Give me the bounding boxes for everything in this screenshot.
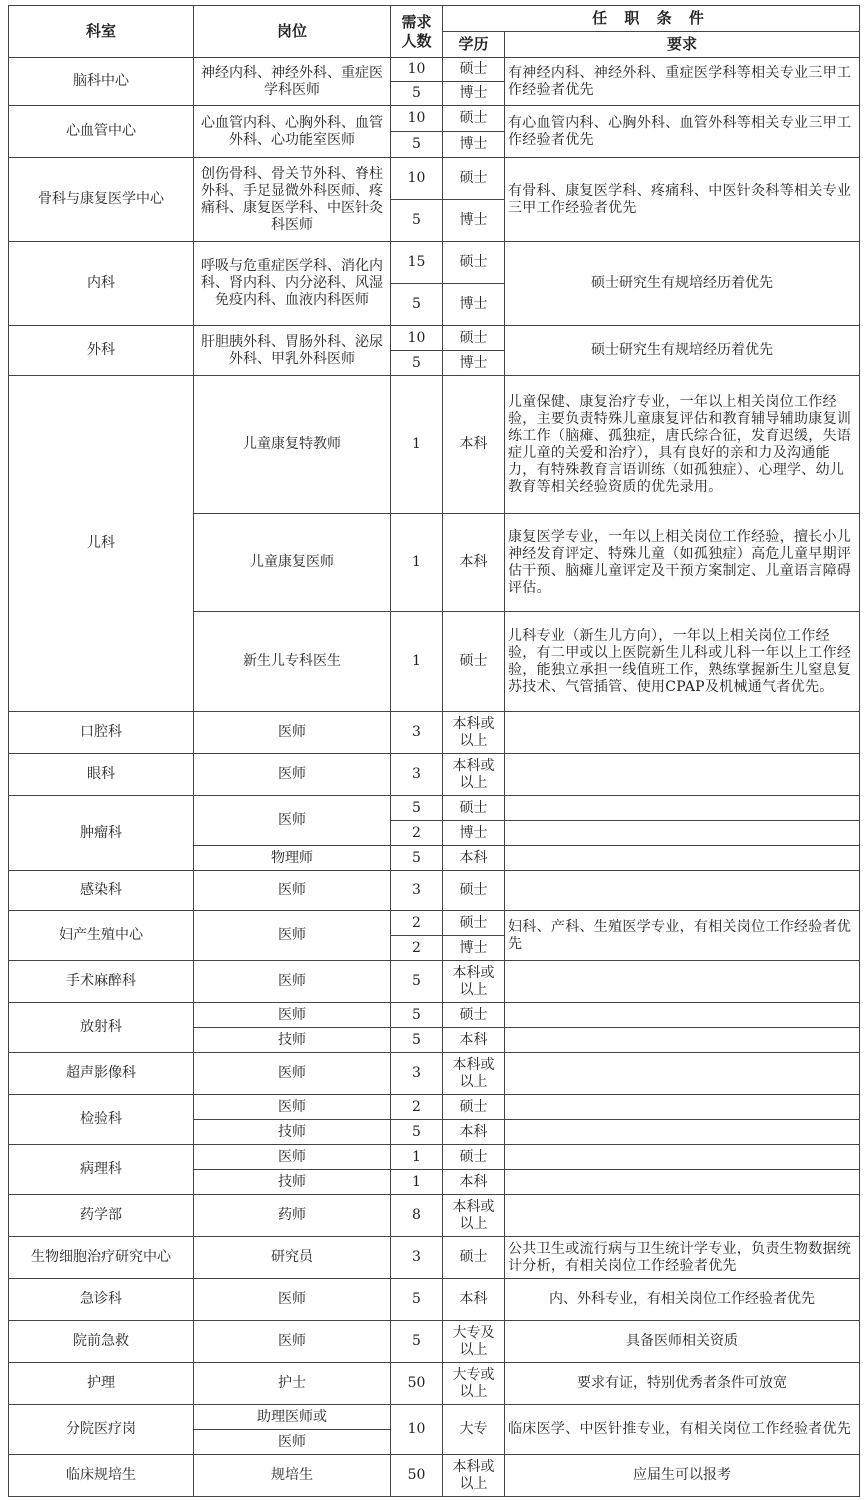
table-cell: 5: [391, 1321, 443, 1363]
table-cell: 物理师: [194, 846, 391, 871]
table-cell: [505, 1195, 860, 1237]
table-cell: 本科: [443, 846, 505, 871]
table-cell: 医师: [194, 1053, 391, 1095]
table-cell: 应届生可以报考: [505, 1455, 860, 1497]
table-cell: 康复医学专业，一年以上相关岗位工作经验，擅长小儿神经发育评定、特殊儿童（如孤独症）高危儿童早期评估干预、脑瘫儿童评定及干预方案制定、儿童语言障碍评估。: [505, 514, 860, 612]
table-cell: 医师: [194, 796, 391, 846]
table-cell: 眼科: [9, 754, 194, 796]
table-row: [9, 1405, 860, 1430]
table-cell: 有骨科、康复医学科、疼痛科、中医针灸科等相关专业三甲工作经验者优先: [505, 158, 860, 242]
table-cell: 10: [391, 1405, 443, 1455]
table-row: [9, 376, 860, 514]
table-cell: 医师: [194, 1430, 391, 1455]
table-cell: 技师: [194, 1120, 391, 1145]
table-cell: 本科或以上: [443, 1195, 505, 1237]
table-cell: 5: [391, 1120, 443, 1145]
table-cell: 5: [391, 796, 443, 821]
table-cell: 研究员: [194, 1237, 391, 1279]
table-cell: 儿童康复特教师: [194, 376, 391, 514]
table-cell: 2: [391, 911, 443, 936]
recruitment-table: [8, 5, 860, 1497]
header-requirement: 要求: [505, 32, 860, 58]
table-cell: 急诊科: [9, 1279, 194, 1321]
table-cell: 具备医师相关资质: [505, 1321, 860, 1363]
table-cell: [505, 1028, 860, 1053]
table-cell: 1: [391, 376, 443, 514]
table-cell: 肝胆胰外科、胃肠外科、泌尿外科、甲乳外科医师: [194, 326, 391, 376]
table-cell: 硕士研究生有规培经历着优先: [505, 242, 860, 326]
table-cell: 1: [391, 514, 443, 612]
table-cell: [505, 1053, 860, 1095]
table-cell: 医师: [194, 1003, 391, 1028]
table-cell: 3: [391, 1237, 443, 1279]
table-row: [9, 754, 860, 796]
table-cell: 技师: [194, 1028, 391, 1053]
table-cell: 外科: [9, 326, 194, 376]
table-cell: 骨科与康复医学中心: [9, 158, 194, 242]
table-cell: 妇产生殖中心: [9, 911, 194, 961]
table-row: [9, 158, 860, 200]
table-cell: 临床医学、中医针推专业，有相关岗位工作经验者优先: [505, 1405, 860, 1455]
table-cell: 3: [391, 871, 443, 911]
table-cell: 5: [391, 1003, 443, 1028]
table-cell: 脑科中心: [9, 58, 194, 106]
table-cell: 儿童康复医师: [194, 514, 391, 612]
table-row: [9, 1363, 860, 1405]
table-row: [9, 1053, 860, 1095]
table-cell: 1: [391, 612, 443, 712]
table-cell: 本科或以上: [443, 754, 505, 796]
header-count: 需求 人数: [391, 6, 443, 58]
table-cell: 医师: [194, 754, 391, 796]
table-cell: 儿科: [9, 376, 194, 712]
table-cell: 5: [391, 284, 443, 326]
table-cell: 生物细胞治疗研究中心: [9, 1237, 194, 1279]
table-cell: 2: [391, 821, 443, 846]
table-cell: 护士: [194, 1363, 391, 1405]
table-cell: 心血管内科、心胸外科、血管外科、心功能室医师: [194, 106, 391, 158]
table-cell: 本科: [443, 376, 505, 514]
table-cell: 硕士: [443, 871, 505, 911]
table-cell: 医师: [194, 1279, 391, 1321]
table-cell: 护理: [9, 1363, 194, 1405]
table-cell: 博士: [443, 821, 505, 846]
table-cell: 医师: [194, 712, 391, 754]
table-cell: 硕士: [443, 911, 505, 936]
table-cell: 3: [391, 712, 443, 754]
table-cell: 硕士: [443, 1095, 505, 1120]
table-cell: 5: [391, 1279, 443, 1321]
table-cell: 硕士: [443, 612, 505, 712]
table-cell: 博士: [443, 132, 505, 158]
table-cell: 内科: [9, 242, 194, 326]
table-cell: [505, 871, 860, 911]
table-row: [9, 106, 860, 132]
table-row: [9, 1095, 860, 1120]
table-row: [9, 961, 860, 1003]
table-cell: 10: [391, 58, 443, 82]
table-cell: 博士: [443, 351, 505, 376]
table-cell: 药师: [194, 1195, 391, 1237]
table-cell: 硕士: [443, 242, 505, 284]
table-cell: 儿童保健、康复治疗专业，一年以上相关岗位工作经验，主要负责特殊儿童康复评估和教育辅导辅助康复训练工作（脑瘫、孤独症，唐氏综合征，发育迟缓，失语症儿童的关爱和治疗），具有良好的亲和力及沟通能力，有特殊教育言语训练（如孤独症）、心理学、幼儿教育等相关经验资质的优先录用。: [505, 376, 860, 514]
table-cell: [505, 1170, 860, 1195]
table-cell: 心血管中心: [9, 106, 194, 158]
table-cell: 本科: [443, 1279, 505, 1321]
table-cell: 神经内科、神经外科、重症医学科医师: [194, 58, 391, 106]
table-cell: 硕士: [443, 796, 505, 821]
table-cell: 呼吸与危重症医学科、消化内科、肾内科、内分泌科、风湿免疫内科、血液内科医师: [194, 242, 391, 326]
table-cell: 博士: [443, 284, 505, 326]
table-cell: 大专或以上: [443, 1363, 505, 1405]
table-cell: 3: [391, 1053, 443, 1095]
table-cell: 规培生: [194, 1455, 391, 1497]
table-cell: 医师: [194, 871, 391, 911]
table-row: [9, 1455, 860, 1497]
table-row: [9, 712, 860, 754]
table-row: [9, 1003, 860, 1028]
table-cell: 硕士: [443, 158, 505, 200]
table-cell: 本科: [443, 1120, 505, 1145]
table-cell: [505, 1095, 860, 1120]
table-cell: [505, 1003, 860, 1028]
table-cell: 硕士: [443, 58, 505, 82]
table-row: [9, 326, 860, 351]
table-cell: [505, 1120, 860, 1145]
table-cell: 本科: [443, 1028, 505, 1053]
table-cell: 10: [391, 158, 443, 200]
table-cell: 2: [391, 936, 443, 961]
table-cell: 妇科、产科、生殖医学专业，有相关岗位工作经验者优先: [505, 911, 860, 961]
table-cell: 医师: [194, 1321, 391, 1363]
table-cell: 本科: [443, 514, 505, 612]
table-cell: 超声影像科: [9, 1053, 194, 1095]
table-cell: [505, 796, 860, 821]
table-cell: 5: [391, 1028, 443, 1053]
table-cell: 5: [391, 82, 443, 106]
table-row: [9, 911, 860, 936]
table-row: [9, 242, 860, 284]
table-cell: 博士: [443, 82, 505, 106]
header-post: 岗位: [194, 6, 391, 58]
table-cell: 硕士: [443, 1003, 505, 1028]
table-cell: 本科或以上: [443, 1053, 505, 1095]
table-cell: 大专及以上: [443, 1321, 505, 1363]
table-cell: 内、外科专业，有相关岗位工作经验者优先: [505, 1279, 860, 1321]
table-cell: 2: [391, 1095, 443, 1120]
table-cell: 15: [391, 242, 443, 284]
table-cell: 院前急救: [9, 1321, 194, 1363]
table-row: [9, 1321, 860, 1363]
table-cell: 本科或以上: [443, 712, 505, 754]
table-row: [9, 796, 860, 821]
table-row: [9, 1237, 860, 1279]
table-cell: 要求有证，特别优秀者条件可放宽: [505, 1363, 860, 1405]
table-cell: 博士: [443, 936, 505, 961]
table-cell: 8: [391, 1195, 443, 1237]
table-cell: 1: [391, 1170, 443, 1195]
table-cell: 本科或以上: [443, 1455, 505, 1497]
table-cell: 硕士: [443, 1237, 505, 1279]
table-cell: 1: [391, 1145, 443, 1170]
table-cell: 硕士: [443, 1145, 505, 1170]
table-cell: 药学部: [9, 1195, 194, 1237]
table-cell: 肿瘤科: [9, 796, 194, 871]
table-row: [9, 1145, 860, 1170]
table-cell: 医师: [194, 911, 391, 961]
table-cell: 5: [391, 132, 443, 158]
table-cell: 50: [391, 1455, 443, 1497]
table-cell: 3: [391, 754, 443, 796]
header-education: 学历: [443, 32, 505, 58]
table-row: [9, 58, 860, 82]
table-cell: 儿科专业（新生儿方向），一年以上相关岗位工作经验，有二甲或以上医院新生儿科或儿科一年以上工作经验，能独立承担一线值班工作，熟练掌握新生儿窒息复苏技术、气管插管、使用CPAP及机械通气者优先。: [505, 612, 860, 712]
table-cell: 助理医师或: [194, 1405, 391, 1430]
table-row: [9, 871, 860, 911]
table-cell: 检验科: [9, 1095, 194, 1145]
table-cell: 10: [391, 106, 443, 132]
header-dept: 科室: [9, 6, 194, 58]
table-cell: 硕士研究生有规培经历着优先: [505, 326, 860, 376]
table-cell: 放射科: [9, 1003, 194, 1053]
header-conditions: 任 职 条 件: [443, 6, 860, 32]
table-cell: 新生儿专科医生: [194, 612, 391, 712]
table-cell: 技师: [194, 1170, 391, 1195]
table-cell: 10: [391, 326, 443, 351]
table-cell: 病理科: [9, 1145, 194, 1195]
table-cell: 公共卫生或流行病与卫生统计学专业，负责生物数据统计分析，有相关岗位工作经验者优先: [505, 1237, 860, 1279]
table-cell: 5: [391, 351, 443, 376]
table-cell: 5: [391, 961, 443, 1003]
table-cell: 硕士: [443, 106, 505, 132]
table-cell: 分院医疗岗: [9, 1405, 194, 1455]
table-body: [9, 58, 860, 1497]
table-cell: 50: [391, 1363, 443, 1405]
table-row: [9, 1279, 860, 1321]
table-cell: 5: [391, 200, 443, 242]
table-cell: [505, 1145, 860, 1170]
table-cell: 创伤骨科、骨关节外科、脊柱外科、手足显微外科医师、疼痛科、康复医学科、中医针灸科医师: [194, 158, 391, 242]
table-cell: 硕士: [443, 326, 505, 351]
table-cell: 大专: [443, 1405, 505, 1455]
table-cell: 医师: [194, 1145, 391, 1170]
table-cell: [505, 754, 860, 796]
table-cell: 有神经内科、神经外科、重症医学科等相关专业三甲工作经验者优先: [505, 58, 860, 106]
table-cell: 5: [391, 846, 443, 871]
table-cell: 临床规培生: [9, 1455, 194, 1497]
table-cell: [505, 712, 860, 754]
table-row: [9, 1195, 860, 1237]
table-cell: 本科或以上: [443, 961, 505, 1003]
table-cell: 感染科: [9, 871, 194, 911]
table-cell: 本科: [443, 1170, 505, 1195]
table-cell: 手术麻醉科: [9, 961, 194, 1003]
table-cell: 口腔科: [9, 712, 194, 754]
table-cell: 有心血管内科、心胸外科、血管外科等相关专业三甲工作经验者优先: [505, 106, 860, 158]
table-cell: 医师: [194, 961, 391, 1003]
table-cell: 博士: [443, 200, 505, 242]
table-cell: [505, 961, 860, 1003]
table-cell: [505, 821, 860, 846]
table-cell: 医师: [194, 1095, 391, 1120]
table-cell: [505, 846, 860, 871]
